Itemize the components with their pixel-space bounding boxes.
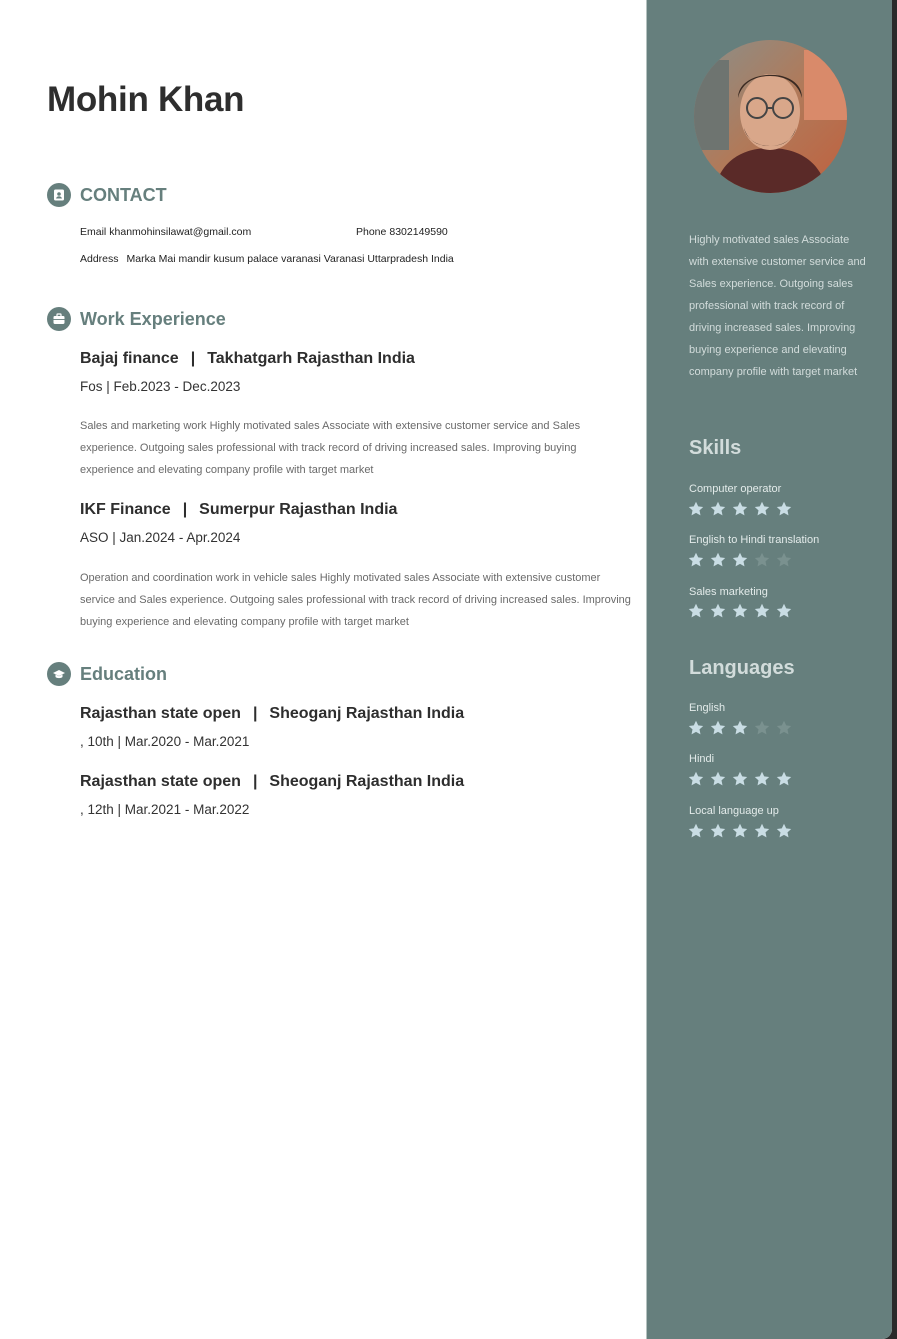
title-separator: | — [252, 705, 258, 722]
address-line — [80, 253, 454, 265]
star-filled-icon — [710, 603, 726, 619]
language-rating — [688, 771, 798, 787]
education-entry-2-school: Rajasthan state open — [80, 773, 241, 790]
language-rating — [688, 720, 798, 736]
star-filled-icon — [754, 501, 770, 517]
education-entry-2-title — [80, 773, 464, 791]
education-entry-1-title — [80, 705, 464, 723]
star-filled-icon — [732, 720, 748, 736]
star-filled-icon — [754, 603, 770, 619]
star-filled-icon — [732, 552, 748, 568]
education-title: Education — [80, 663, 168, 684]
star-filled-icon — [732, 603, 748, 619]
star-filled-icon — [710, 823, 726, 839]
education-entry-1-grade-dates: , 10th | Mar.2020 - Mar.2021 — [80, 734, 250, 749]
email-value[interactable]: khanmohinsilawat@gmail.com — [109, 226, 252, 238]
star-filled-icon — [732, 771, 748, 787]
star-filled-icon — [688, 771, 704, 787]
profile-summary: Highly motivated sales Associate with extensive customer service and Sales experience. Outgoing sales professional with track record of driving increased sales. Improving buying experience and elevating company profile with target market — [689, 234, 866, 378]
work-entry-1-role-dates: Fos | Feb.2023 - Dec.2023 — [80, 379, 241, 394]
work-title: Work Experience — [80, 308, 226, 329]
language-label: Hindi — [689, 753, 715, 765]
star-empty-icon — [754, 720, 770, 736]
star-filled-icon — [754, 823, 770, 839]
contact-title: CONTACT — [80, 184, 167, 205]
star-empty-icon — [754, 552, 770, 568]
skill-rating — [688, 552, 798, 568]
skill-label: English to Hindi translation — [689, 534, 820, 546]
address-label: Address — [80, 253, 119, 265]
work-entry-2-company: IKF Finance — [80, 501, 171, 518]
contact-section-header — [47, 182, 167, 208]
languages-title: Languages — [689, 657, 795, 679]
phone-label: Phone — [356, 226, 387, 238]
briefcase-icon — [47, 307, 71, 331]
work-section-header — [47, 306, 226, 332]
star-filled-icon — [732, 823, 748, 839]
star-filled-icon — [710, 771, 726, 787]
star-filled-icon — [710, 501, 726, 517]
language-rating — [688, 823, 798, 839]
title-separator: | — [182, 501, 188, 518]
education-entry-1-location: Sheoganj Rajasthan India — [269, 705, 465, 722]
star-filled-icon — [776, 501, 792, 517]
star-filled-icon — [688, 552, 704, 568]
sidebar — [646, 0, 892, 1339]
work-entry-2-role-dates: ASO | Jan.2024 - Apr.2024 — [80, 530, 241, 545]
work-entry-2-description: Operation and coordination work in vehicle sales Highly motivated sales Associate with extensive customer service and Sales experience. Outgoing sales professional with track record of driving increased sales. Improving buying experience and elevating company profile with target market — [80, 572, 631, 628]
profile-photo — [694, 40, 847, 193]
phone-value[interactable]: 8302149590 — [389, 226, 448, 238]
star-empty-icon — [776, 720, 792, 736]
language-label: English — [689, 702, 726, 714]
address-value: Marka Mai mandir kusum palace varanasi Varanasi Uttarpradesh India — [126, 253, 454, 265]
skills-title: Skills — [689, 437, 742, 459]
work-entry-2-title — [80, 501, 397, 519]
skill-label: Computer operator — [689, 483, 782, 495]
email-line — [80, 226, 251, 238]
education-entry-2-location: Sheoganj Rajasthan India — [269, 773, 465, 790]
language-label: Local language up — [689, 805, 779, 817]
work-entry-2-location: Sumerpur Rajasthan India — [199, 501, 398, 518]
phone-line — [356, 226, 448, 238]
star-empty-icon — [776, 552, 792, 568]
star-filled-icon — [688, 603, 704, 619]
skill-label: Sales marketing — [689, 586, 768, 598]
star-filled-icon — [776, 771, 792, 787]
star-filled-icon — [776, 823, 792, 839]
star-filled-icon — [776, 603, 792, 619]
education-entry-1-school: Rajasthan state open — [80, 705, 241, 722]
star-filled-icon — [688, 823, 704, 839]
star-filled-icon — [732, 501, 748, 517]
work-entry-1-location: Takhatgarh Rajasthan India — [207, 350, 415, 367]
star-filled-icon — [688, 720, 704, 736]
star-filled-icon — [710, 720, 726, 736]
star-filled-icon — [710, 552, 726, 568]
work-entry-1-company: Bajaj finance — [80, 350, 179, 367]
title-separator: | — [190, 350, 196, 367]
candidate-name: Mohin Khan — [47, 80, 245, 119]
star-filled-icon — [688, 501, 704, 517]
education-section-header — [47, 661, 167, 687]
email-label: Email — [80, 226, 107, 238]
skill-rating — [688, 501, 798, 517]
star-filled-icon — [754, 771, 770, 787]
contact-card-icon — [47, 183, 71, 207]
work-entry-1-description: Sales and marketing work Highly motivated sales Associate with extensive customer service and Sales experience. Outgoing sales professional with track record of driving increased sales. Improving buying experience and elevating company profile with target market — [80, 420, 581, 476]
work-entry-1-title — [80, 350, 415, 368]
education-entry-2-grade-dates: , 12th | Mar.2021 - Mar.2022 — [80, 802, 250, 817]
skill-rating — [688, 603, 798, 619]
title-separator: | — [252, 773, 258, 790]
graduation-cap-icon — [47, 662, 71, 686]
